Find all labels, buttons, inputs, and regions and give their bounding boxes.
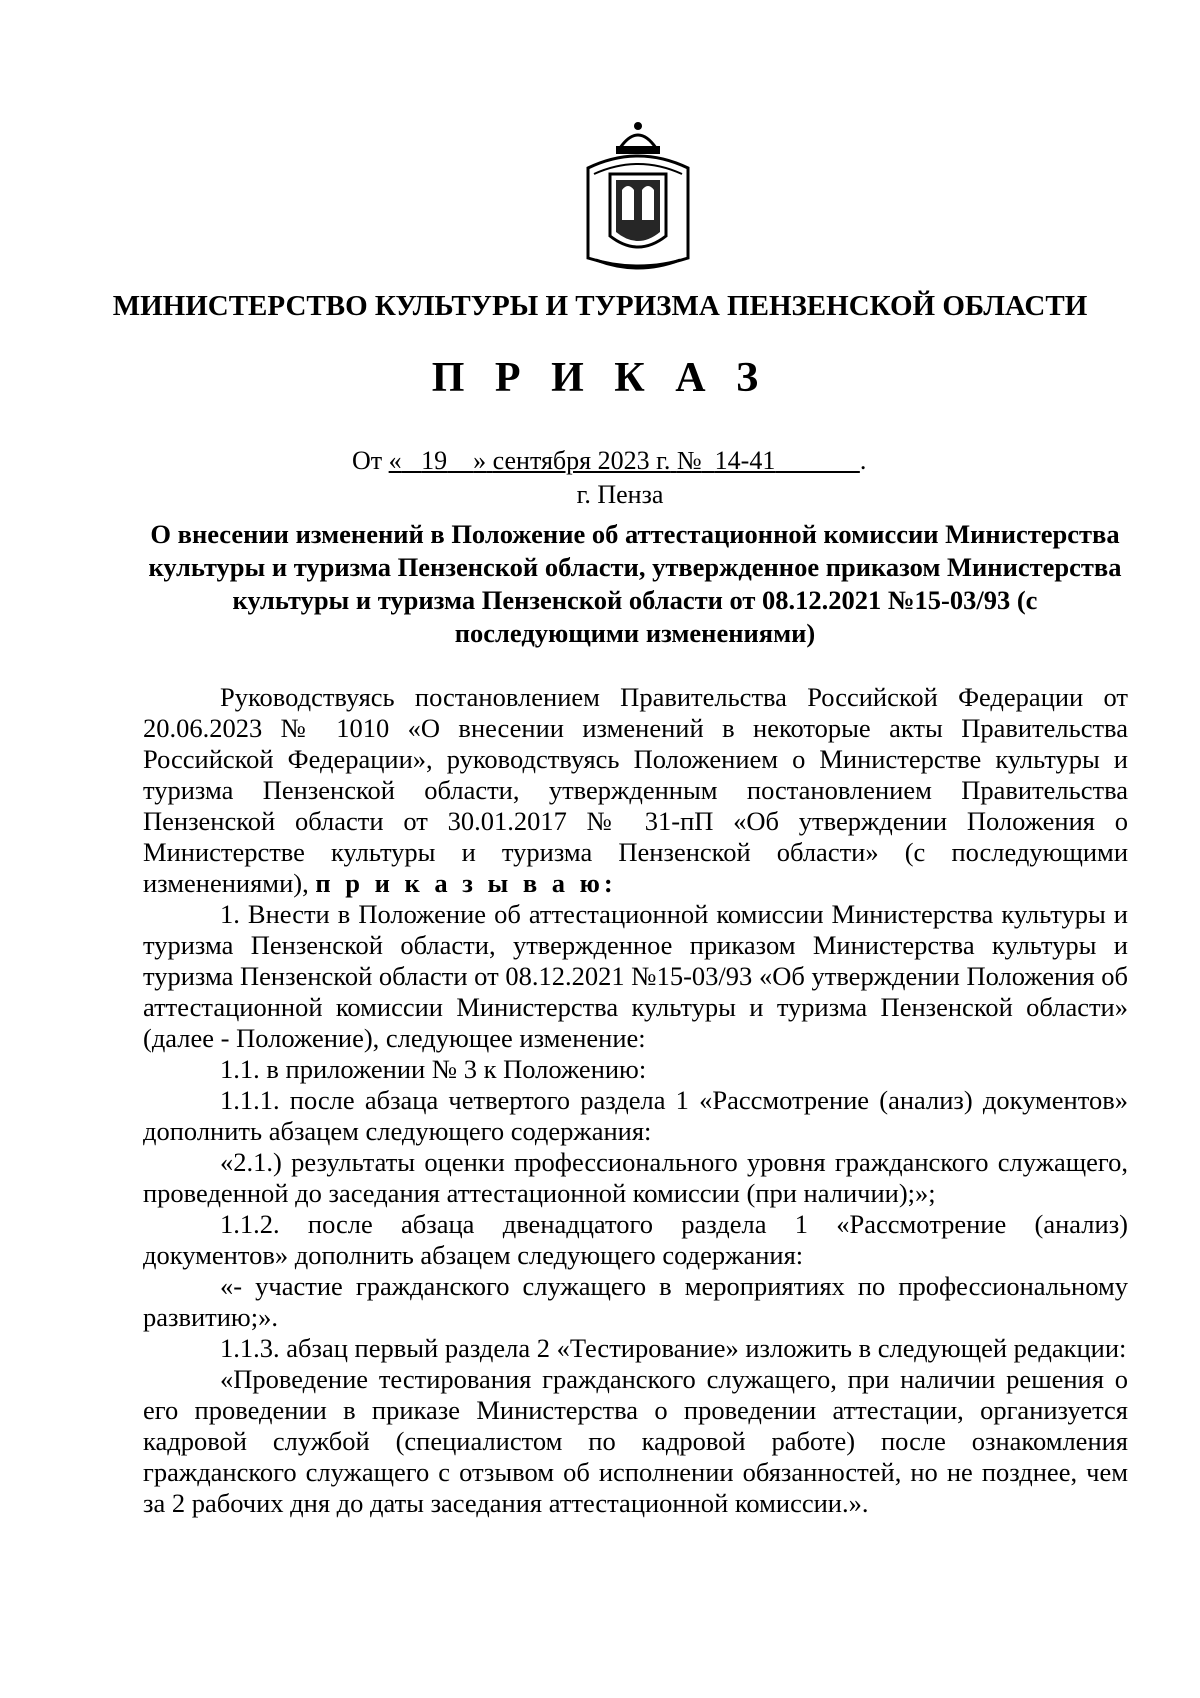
preamble-text: Руководствуясь постановлением Правительства Российской Федерации от 20.06.2023 № 1010 «О внесении изменений в некоторые акты Правительства Российской Федерации», руководствуясь Положением о Министерстве культуры и туризма Пензенской области, утвержденным постановлением Правительства Пензенской области от 30.01.2017 № 31-пП «Об утверждении Положения о Министерстве культуры и туризма Пензенской области» (с последующими изменениями),: [143, 682, 1128, 898]
paragraph-1-1-1: 1.1.1. после абзаца четвертого раздела 1 «Рассмотрение (анализ) документов» дополнить абзацем следующего содержания:: [143, 1085, 1128, 1146]
document-body: [143, 682, 1128, 1519]
close-quote: »: [473, 446, 487, 475]
open-quote: «: [388, 446, 402, 475]
paragraph-1-1-3: 1.1.3. абзац первый раздела 2 «Тестирование» изложить в следующей редакции:: [220, 1333, 1127, 1363]
quote-1: «2.1.) результаты оценки профессионального уровня гражданского служащего, проведенной до заседания аттестационной комиссии (при наличии);»;: [143, 1147, 1128, 1208]
dateline-end: .: [859, 446, 867, 475]
city: г. Пенза: [576, 480, 664, 509]
document-title: О внесении изменений в Положение об аттестационной комиссии Министерства культуры и туризма Пензенской области, утвержденное приказом Министерства культуры и туризма Пензенской области от 08.12.2021 №15-03/93 (с последующими изменениями): [148, 519, 1122, 648]
quote-2: «- участие гражданского служащего в мероприятиях по профессиональному развитию;».: [143, 1271, 1128, 1332]
order-number: 14-41: [714, 446, 776, 475]
paragraph-1-1: 1.1. в приложении № 3 к Положению:: [220, 1054, 647, 1084]
paragraph-1-1-2: 1.1.2. после абзаца двенадцатого раздела 1 «Рассмотрение (анализ) документов» дополнить абзацем следующего содержания:: [143, 1209, 1128, 1270]
coat-of-arms-icon: [582, 118, 694, 276]
paragraph-1: 1. Внести в Положение об аттестационной комиссии Министерства культуры и туризма Пензенской области, утвержденное приказом Министерства культуры и туризма Пензенской области от 08.12.2021 №15-03/93 «Об утверждении Положения об аттестационной комиссии Министерства культуры и туризма Пензенской области» (далее - Положение), следующее изменение:: [143, 899, 1128, 1053]
date-day: 19: [421, 446, 448, 475]
quote-3: «Проведение тестирования гражданского служащего, при наличии решения о его проведении в приказе Министерства о проведении аттестации, организуется кадровой службой (специалистом по кадровой работе) после ознакомления гражданского служащего с отзывом об исполнении обязанностей, но не позднее, чем за 2 рабочих дня до даты заседания аттестационной комиссии.».: [143, 1364, 1128, 1518]
document-type-heading: П Р И К А З: [431, 355, 769, 401]
date-month-year: сентября 2023 г.: [492, 446, 671, 475]
number-sign: №: [676, 446, 702, 475]
date-underlined: [389, 446, 860, 475]
ministry-name: МИНИСТЕРСТВО КУЛЬТУРЫ И ТУРИЗМА ПЕНЗЕНСКОЙ ОБЛАСТИ: [112, 290, 1088, 322]
date-prefix: От: [352, 446, 383, 475]
order-word: п р и к а з ы в а ю:: [315, 868, 617, 898]
preamble-paragraph: [143, 682, 1128, 899]
date-number-line: [352, 446, 866, 476]
